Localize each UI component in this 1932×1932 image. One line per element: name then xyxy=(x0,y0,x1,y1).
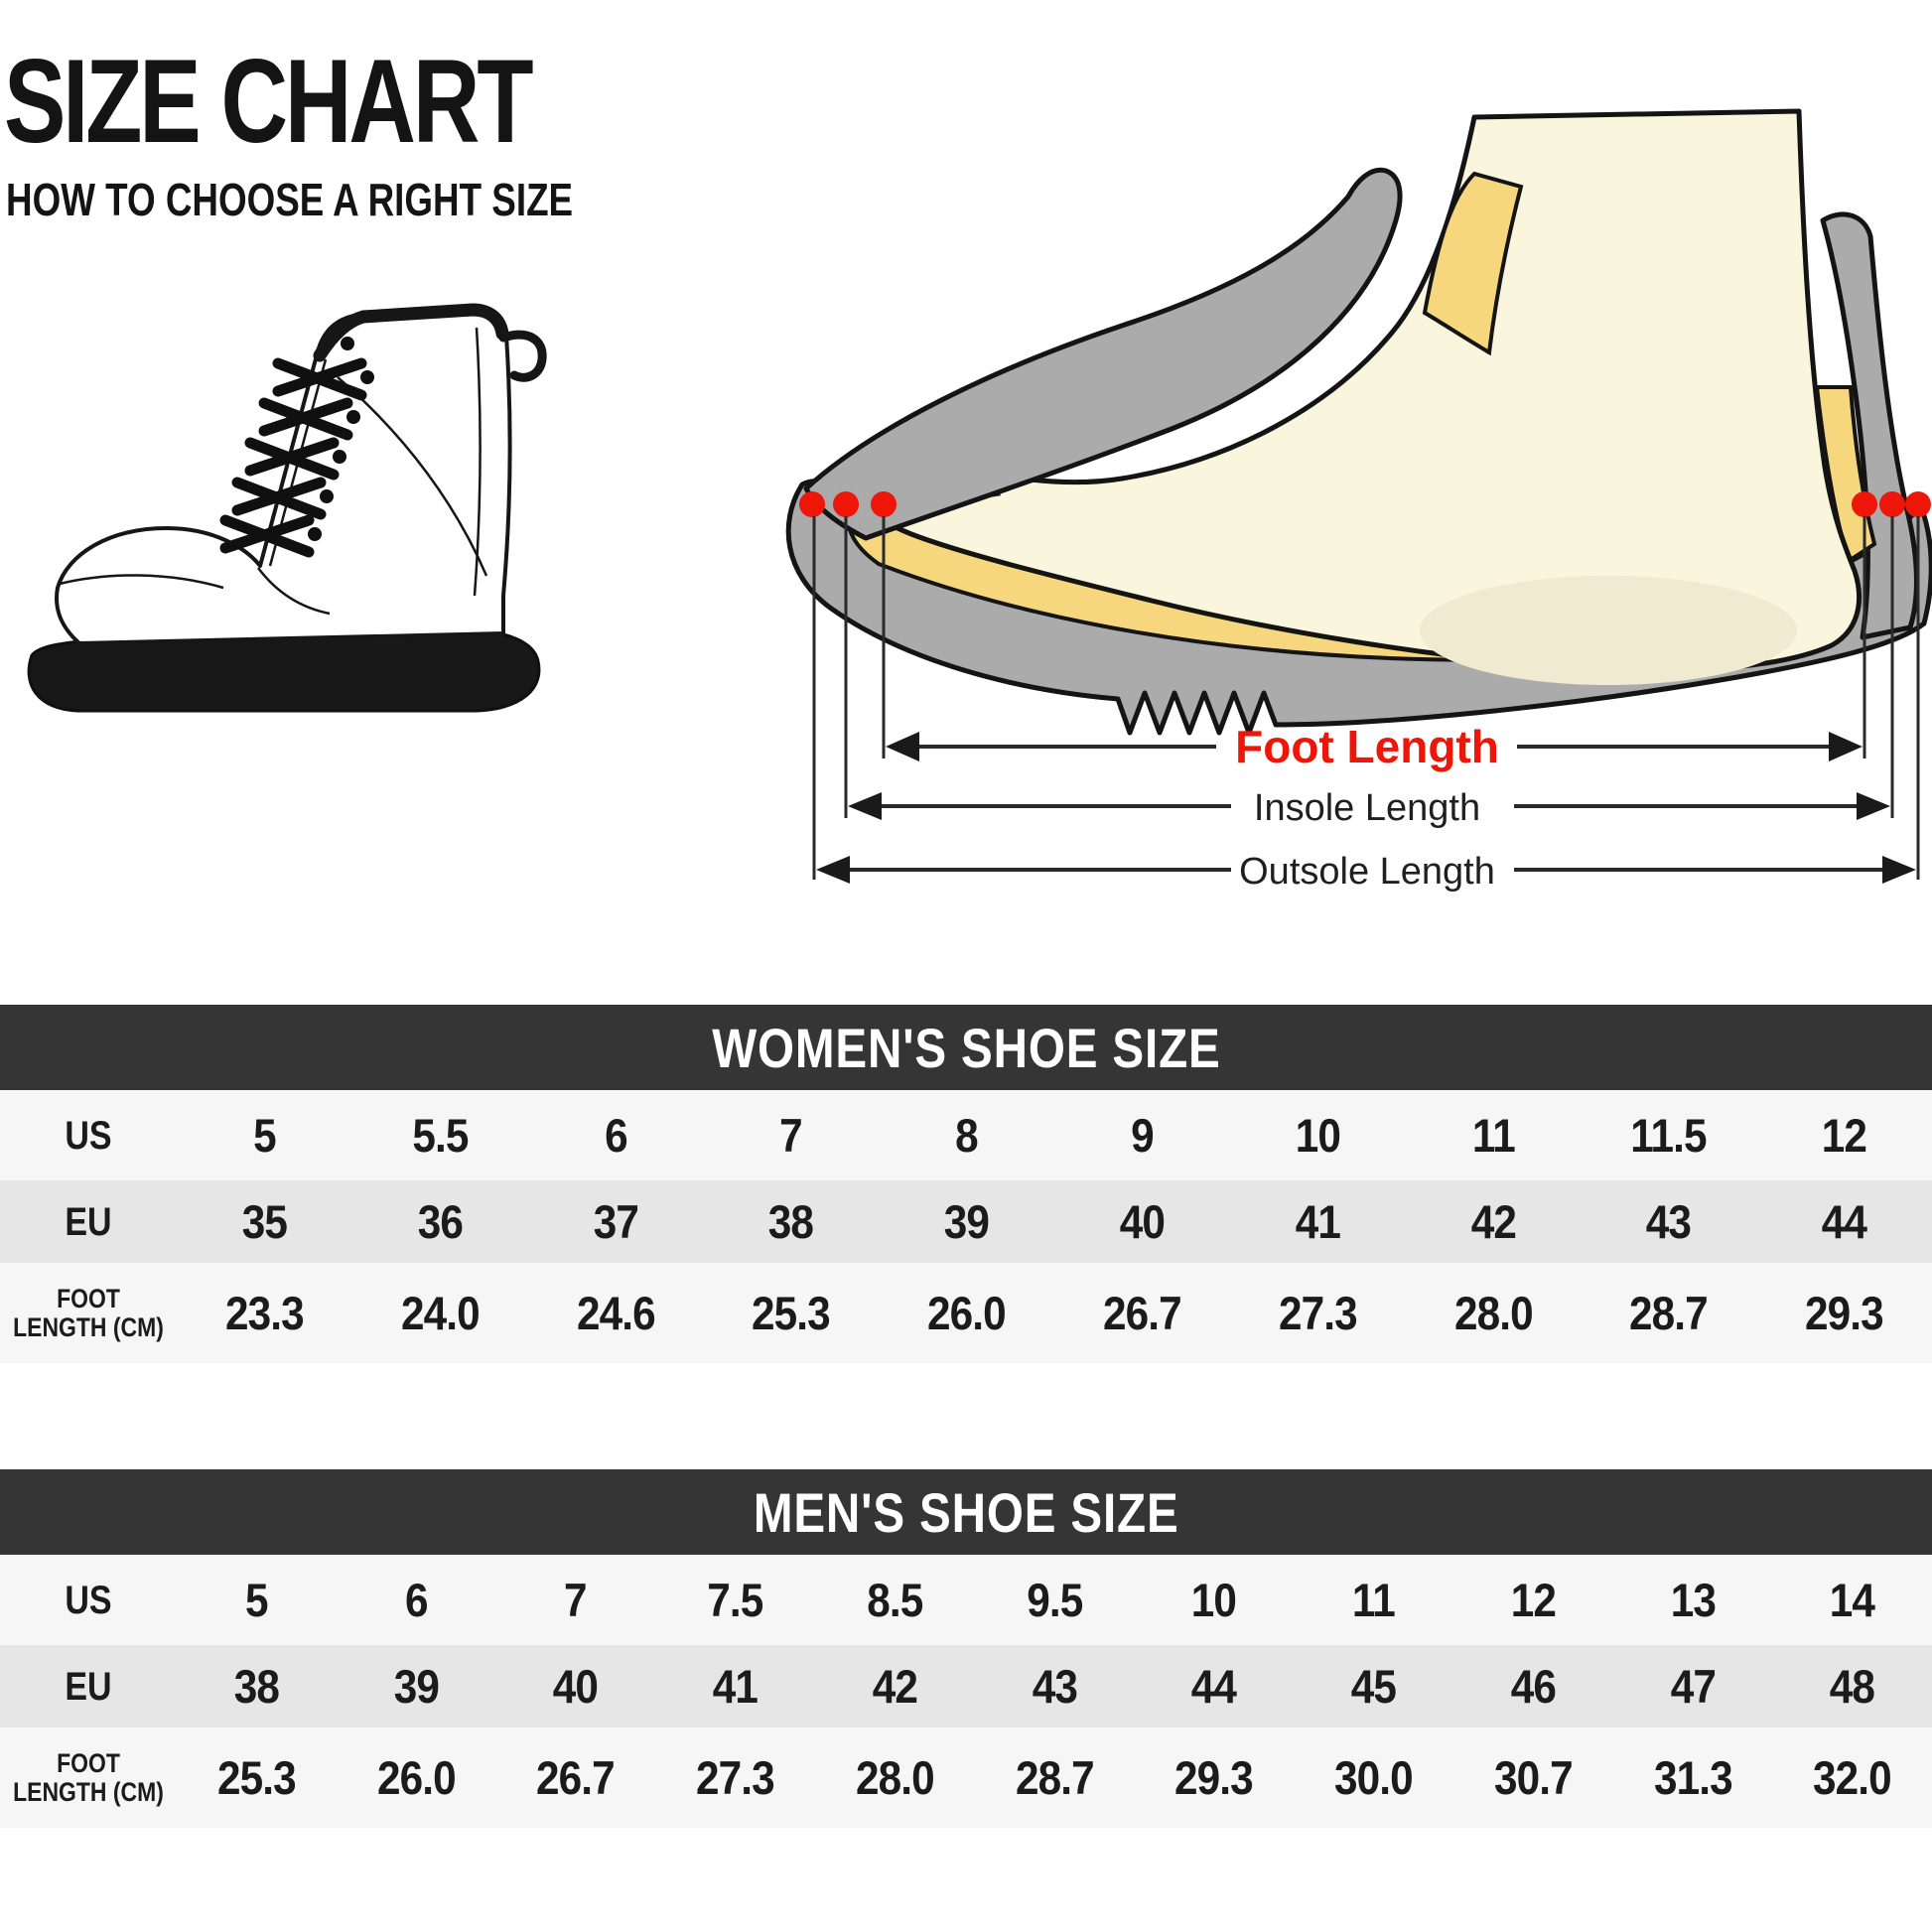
table-row xyxy=(0,1555,1932,1645)
size-value-cell: 42 xyxy=(872,1660,917,1713)
table-row xyxy=(0,1727,1932,1828)
size-value-cell: 23.3 xyxy=(225,1287,304,1339)
size-value-cell: 12 xyxy=(1821,1109,1867,1162)
size-value-cell: 38 xyxy=(233,1660,279,1713)
size-value-cell: 32.0 xyxy=(1813,1751,1892,1804)
size-value-cell: 28.0 xyxy=(855,1751,934,1804)
size-value-cell: 45 xyxy=(1350,1660,1397,1713)
size-value-cell: 10 xyxy=(1191,1574,1237,1626)
women-table-body xyxy=(0,1090,1932,1363)
size-value-cell: 13 xyxy=(1670,1574,1716,1626)
size-value-cell: 43 xyxy=(1032,1660,1077,1713)
size-value-cell: 9.5 xyxy=(1026,1574,1083,1626)
size-value-cell: 28.0 xyxy=(1453,1287,1533,1339)
row-label: US xyxy=(65,1113,112,1158)
foot-measurement-diagram xyxy=(635,79,1932,925)
size-value-cell: 41 xyxy=(1295,1195,1340,1248)
size-value-cell: 7.5 xyxy=(707,1574,763,1626)
row-label: FOOT LENGTH (CM) xyxy=(13,1284,164,1342)
size-value-cell: 7 xyxy=(779,1109,803,1162)
size-value-cell: 6 xyxy=(404,1574,428,1626)
size-value-cell: 7 xyxy=(564,1574,588,1626)
size-value-cell: 29.3 xyxy=(1805,1287,1883,1339)
table-row xyxy=(0,1090,1932,1180)
table-row xyxy=(0,1645,1932,1727)
size-value-cell: 28.7 xyxy=(1015,1751,1094,1804)
size-value-cell: 44 xyxy=(1821,1195,1867,1248)
men-size-table xyxy=(0,1469,1932,1828)
foot-shading xyxy=(1420,576,1797,685)
size-value-cell: 46 xyxy=(1510,1660,1556,1713)
size-value-cell: 26.7 xyxy=(536,1751,616,1804)
size-value-cell: 42 xyxy=(1470,1195,1516,1248)
table-title: WOMEN'S SHOE SIZE xyxy=(711,1016,1221,1079)
insole-length-measure xyxy=(848,787,1890,829)
size-value-cell: 9 xyxy=(1131,1109,1154,1162)
size-value-cell: 35 xyxy=(241,1195,288,1248)
foot-length-measure xyxy=(886,721,1863,772)
size-value-cell: 11.5 xyxy=(1630,1109,1707,1162)
size-value-cell: 40 xyxy=(1119,1195,1166,1248)
size-value-cell: 10 xyxy=(1295,1109,1340,1162)
page-title: SIZE CHART xyxy=(4,35,531,168)
size-value-cell: 26.0 xyxy=(376,1751,456,1804)
size-value-cell: 8 xyxy=(955,1109,978,1162)
boot-illustration xyxy=(10,266,576,725)
size-value-cell: 25.3 xyxy=(216,1751,296,1804)
size-value-cell: 39 xyxy=(393,1660,439,1713)
size-value-cell: 31.3 xyxy=(1653,1751,1732,1804)
women-size-table xyxy=(0,1005,1932,1363)
size-value-cell: 38 xyxy=(768,1195,814,1248)
size-value-cell: 47 xyxy=(1670,1660,1716,1713)
size-value-cell: 11 xyxy=(1352,1574,1395,1626)
size-value-cell: 27.3 xyxy=(1278,1287,1357,1339)
size-value-cell: 11 xyxy=(1471,1109,1515,1162)
size-value-cell: 43 xyxy=(1646,1195,1692,1248)
row-label: EU xyxy=(65,1664,112,1709)
size-value-cell: 48 xyxy=(1830,1660,1875,1713)
size-value-cell: 26.7 xyxy=(1103,1287,1181,1339)
page-subtitle: HOW TO CHOOSE A RIGHT SIZE xyxy=(6,174,574,225)
size-value-cell: 40 xyxy=(553,1660,599,1713)
size-value-cell: 5 xyxy=(245,1574,268,1626)
row-label: US xyxy=(65,1578,112,1622)
foot-diagram-svg xyxy=(635,79,1932,925)
size-value-cell: 8.5 xyxy=(867,1574,923,1626)
size-value-cell: 25.3 xyxy=(752,1287,831,1339)
size-value-cell: 30.0 xyxy=(1334,1751,1413,1804)
size-value-cell: 5.5 xyxy=(412,1109,469,1162)
women-table-header xyxy=(0,1005,1932,1090)
boot-image xyxy=(10,266,576,725)
size-value-cell: 44 xyxy=(1191,1660,1237,1713)
size-value-cell: 26.0 xyxy=(927,1287,1006,1339)
size-value-cell: 28.7 xyxy=(1629,1287,1709,1339)
size-value-cell: 41 xyxy=(712,1660,759,1713)
row-label: FOOT LENGTH (CM) xyxy=(13,1748,164,1807)
insole-length-label: Insole Length xyxy=(1253,787,1481,829)
men-table-body xyxy=(0,1555,1932,1828)
size-value-cell: 5 xyxy=(253,1109,276,1162)
size-value-cell: 24.0 xyxy=(400,1287,480,1339)
table-row xyxy=(0,1180,1932,1263)
size-value-cell: 30.7 xyxy=(1493,1751,1573,1804)
size-value-cell: 29.3 xyxy=(1174,1751,1254,1804)
row-label: EU xyxy=(65,1199,112,1244)
outsole-length-label: Outsole Length xyxy=(1239,851,1495,893)
size-value-cell: 36 xyxy=(417,1195,463,1248)
outsole-length-measure xyxy=(816,851,1916,893)
size-value-cell: 14 xyxy=(1830,1574,1875,1626)
size-value-cell: 24.6 xyxy=(576,1287,655,1339)
size-value-cell: 6 xyxy=(604,1109,627,1162)
size-value-cell: 37 xyxy=(593,1195,638,1248)
size-value-cell: 12 xyxy=(1510,1574,1556,1626)
size-value-cell: 27.3 xyxy=(696,1751,774,1804)
table-row xyxy=(0,1263,1932,1363)
foot-length-label: Foot Length xyxy=(1235,721,1499,772)
size-value-cell: 39 xyxy=(943,1195,990,1248)
men-table-header xyxy=(0,1469,1932,1555)
table-title: MEN'S SHOE SIZE xyxy=(753,1480,1179,1544)
